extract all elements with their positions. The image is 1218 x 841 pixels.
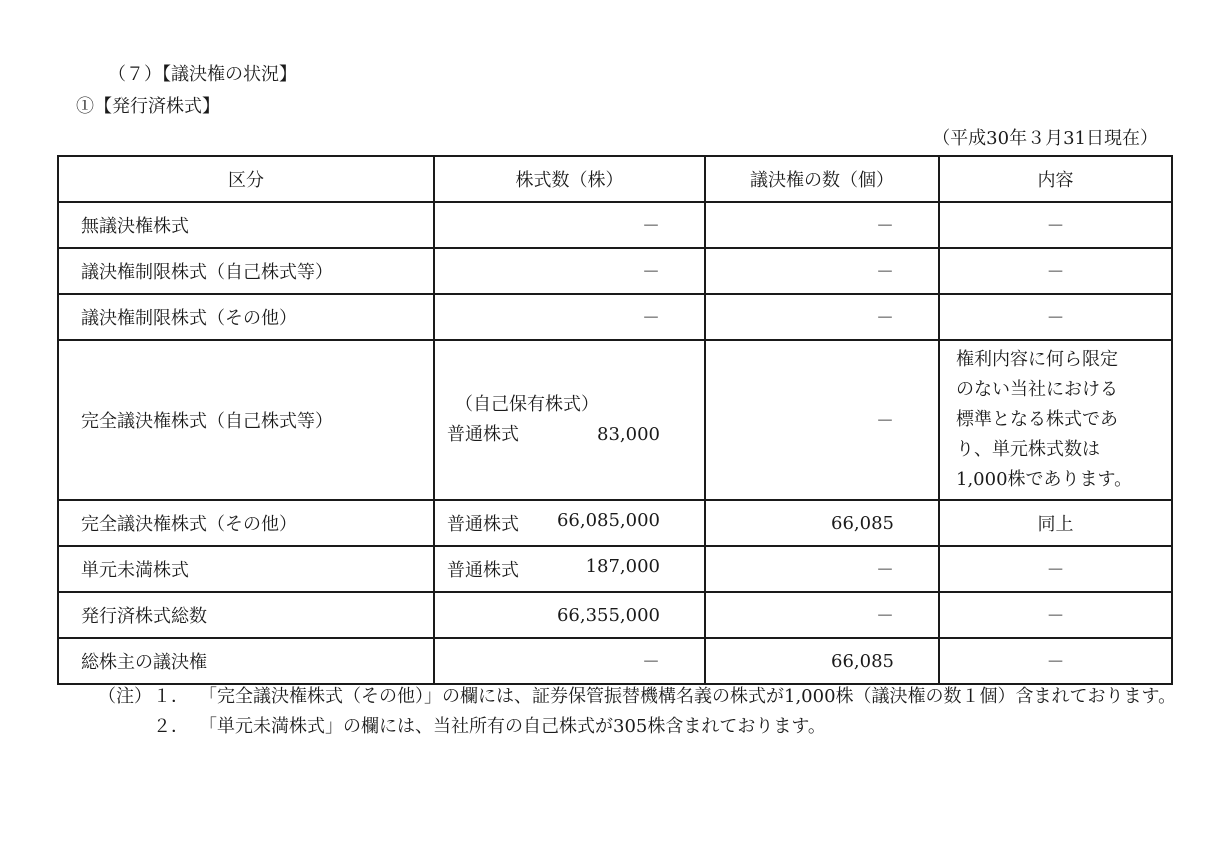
content-line: 1,000株であります。 bbox=[956, 469, 1133, 490]
shares-type: 普通株式 bbox=[447, 424, 519, 445]
votes-cell: － bbox=[705, 294, 939, 340]
shares-cell bbox=[434, 500, 705, 546]
votes-cell: － bbox=[705, 340, 939, 500]
shares-value: 187,000 bbox=[585, 556, 660, 577]
row-label: 完全議決権株式（自己株式等） bbox=[58, 340, 434, 500]
header-category: 区分 bbox=[58, 156, 434, 202]
sub-heading: ①【発行済株式】 bbox=[76, 96, 220, 117]
header-content: 内容 bbox=[939, 156, 1172, 202]
table-row bbox=[58, 248, 1172, 294]
table-row bbox=[58, 546, 1172, 592]
section-heading: （７）【議決権の状況】 bbox=[108, 64, 297, 85]
votes-cell: － bbox=[705, 202, 939, 248]
row-label: 議決権制限株式（その他） bbox=[58, 294, 434, 340]
votes-cell: 66,085 bbox=[705, 638, 939, 684]
shares-value: 66,085,000 bbox=[556, 510, 660, 531]
notes-lead: （注） bbox=[98, 686, 152, 707]
header-votes: 議決権の数（個） bbox=[705, 156, 939, 202]
content-cell: 同上 bbox=[939, 500, 1172, 546]
shares-line bbox=[435, 556, 704, 582]
row-label: 単元未満株式 bbox=[58, 546, 434, 592]
table-row bbox=[58, 500, 1172, 546]
table-row bbox=[58, 638, 1172, 684]
content-cell: － bbox=[939, 248, 1172, 294]
shares-cell: － bbox=[434, 202, 705, 248]
table-row bbox=[58, 202, 1172, 248]
row-label: 発行済株式総数 bbox=[58, 592, 434, 638]
shares-cell: － bbox=[434, 248, 705, 294]
table-row bbox=[58, 340, 1172, 500]
voting-rights-table bbox=[57, 155, 1173, 685]
shares-cell: － bbox=[434, 638, 705, 684]
table-row bbox=[58, 294, 1172, 340]
row-label: 無議決権株式 bbox=[58, 202, 434, 248]
shares-cell bbox=[434, 546, 705, 592]
row-label: 総株主の議決権 bbox=[58, 638, 434, 684]
content-cell bbox=[939, 340, 1172, 500]
note-text: 「完全議決権株式（その他）」の欄には、証券保管振替機構名義の株式が1,000株（議決権の数１個）含まれております。 bbox=[199, 686, 1177, 707]
content-line: 権利内容に何ら限定 bbox=[956, 349, 1118, 370]
as-of-date: （平成30年３月31日現在） bbox=[932, 128, 1158, 149]
header-shares: 株式数（株） bbox=[434, 156, 705, 202]
row-label: 完全議決権株式（その他） bbox=[58, 500, 434, 546]
content-line: 標準となる株式であ bbox=[956, 409, 1118, 430]
content-cell: － bbox=[939, 294, 1172, 340]
votes-cell: － bbox=[705, 248, 939, 294]
shares-line bbox=[435, 510, 704, 536]
shares-line bbox=[435, 420, 704, 450]
shares-cell: 66,355,000 bbox=[434, 592, 705, 638]
content-line: のない当社における bbox=[956, 379, 1118, 400]
content-cell: － bbox=[939, 638, 1172, 684]
note-number: １． bbox=[153, 686, 189, 707]
table-row bbox=[58, 592, 1172, 638]
note-text: 「単元未満株式」の欄には、当社所有の自己株式が305株含まれております。 bbox=[199, 716, 826, 737]
votes-cell: － bbox=[705, 546, 939, 592]
shares-type: 普通株式 bbox=[447, 514, 519, 535]
table-header-row bbox=[58, 156, 1172, 202]
note-item bbox=[98, 682, 1178, 712]
shares-value: 83,000 bbox=[597, 424, 660, 445]
votes-cell: 66,085 bbox=[705, 500, 939, 546]
shares-note: （自己保有株式） bbox=[455, 394, 599, 415]
shares-cell: － bbox=[434, 294, 705, 340]
note-item bbox=[98, 712, 1178, 742]
row-label: 議決権制限株式（自己株式等） bbox=[58, 248, 434, 294]
content-cell: － bbox=[939, 592, 1172, 638]
note-number: ２． bbox=[153, 716, 189, 737]
votes-cell: － bbox=[705, 592, 939, 638]
shares-cell bbox=[434, 340, 705, 500]
shares-type: 普通株式 bbox=[447, 560, 519, 581]
notes-section bbox=[98, 682, 1178, 742]
content-cell: － bbox=[939, 546, 1172, 592]
content-line: り、単元株式数は bbox=[956, 439, 1100, 460]
content-cell: － bbox=[939, 202, 1172, 248]
